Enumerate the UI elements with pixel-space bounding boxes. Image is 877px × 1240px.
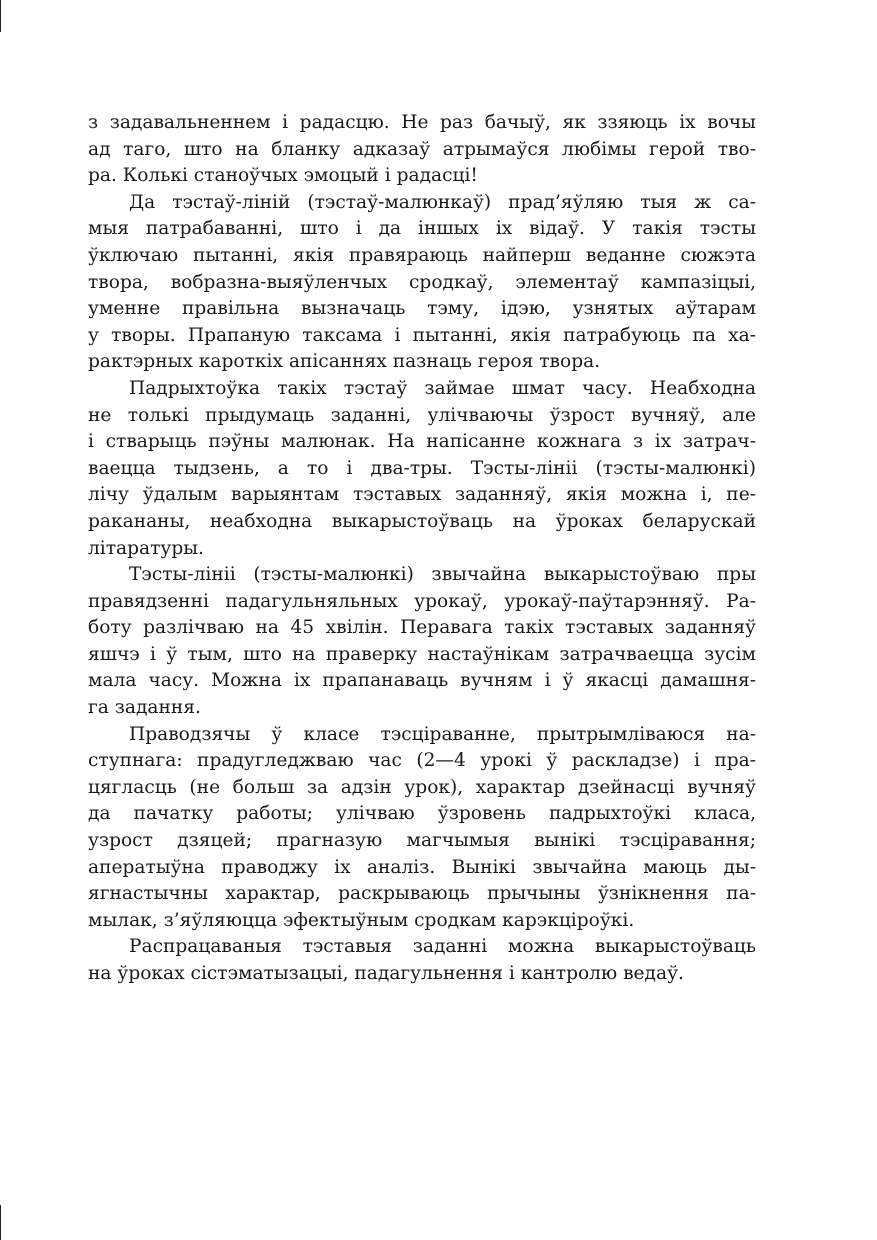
text-line: Тэсты-лініі (тэсты-малюнкі) звычайна выкарыстоўваю пры bbox=[129, 564, 756, 586]
text-line: цягласць (не больш за адзін урок), характар дзейнасці вучняў bbox=[88, 776, 756, 798]
text-line: Распрацаваныя тэставыя заданні можна выкарыстоўваць bbox=[129, 936, 756, 958]
text-line: боту разлічваю на 45 хвілін. Перавага такіх тэставых заданняў bbox=[88, 617, 756, 639]
text-line: не толькі прыдумаць заданні, улічваючы ўзрост вучняў, але bbox=[88, 404, 756, 426]
text-line: ракананы, неабходна выкарыстоўваць на ўроках беларускай bbox=[88, 510, 756, 532]
text-line: аператыўна праводжу іх аналіз. Вынікі звычайна маюць ды- bbox=[88, 856, 756, 878]
text-line: рактэрных кароткіх апісаннях пазнаць героя твора. bbox=[88, 351, 601, 373]
page-edge-mark-bottom bbox=[0, 1205, 1, 1240]
text-line: у творы. Прапаную таксама і пытанні, якія патрабуюць па ха- bbox=[88, 324, 756, 346]
page-edge-mark-top bbox=[0, 0, 1, 32]
text-line: уменне правільна вызначаць тэму, ідэю, узнятых аўтарам bbox=[88, 298, 756, 320]
text-line: ўключаю пытанні, якія правяраюць найперш веданне сюжэта bbox=[88, 244, 756, 266]
text-line: з задавальненнем і радасцю. Не раз бачыў, як ззяюць іх вочы bbox=[88, 112, 756, 133]
text-line: літаратуры. bbox=[88, 537, 204, 559]
text-line: на ўроках сістэматызацыі, падагульнення і кантролю ведаў. bbox=[88, 963, 684, 984]
text-line: Праводзячы ў класе тэсціраванне, прытрымліваюся на- bbox=[129, 723, 756, 745]
text-line: ра. Колькі станоўчых эмоцый і радасці! bbox=[88, 165, 478, 187]
text-line: ягнастычны характар, раскрываюць прычыны ўзнікнення па- bbox=[88, 883, 756, 905]
text-line: узрост дзяцей; прагназую магчымыя вынікі тэсціравання; bbox=[88, 830, 756, 852]
document-page bbox=[88, 110, 756, 988]
text-line: ваецца тыдзень, а то і два-тры. Тэсты-лініі (тэсты-малюнкі) bbox=[88, 457, 756, 479]
text-line: яшчэ і ў тым, што на праверку настаўнікам затрачваецца зусім bbox=[88, 643, 756, 665]
text-line: да пачатку работы; улічваю ўзровень падрыхтоўкі класа, bbox=[88, 803, 756, 825]
text-line: мылак, з’яўляюцца эфектыўным сродкам карэкціроўкі. bbox=[88, 909, 635, 931]
text-line: і стварыць пэўны малюнак. На напісанне кожнага з іх затрач- bbox=[88, 431, 756, 453]
text-line: Да тэстаў-ліній (тэстаў-малюнкаў) прад’яўляю тыя ж са- bbox=[129, 191, 756, 213]
text-line: правядзенні падагульняльных урокаў, урокаў-паўтарэнняў. Ра- bbox=[88, 590, 756, 612]
text-line: твора, вобразна-выяўленчых сродкаў, элементаў кампазіцыі, bbox=[88, 271, 756, 293]
text-line: лічу ўдалым варыянтам тэставых заданняў, якія можна і, пе- bbox=[88, 484, 756, 506]
text-line: га задання. bbox=[88, 697, 201, 719]
text-line: мала часу. Можна іх прапанаваць вучням і ў якасці дамашня- bbox=[88, 670, 756, 692]
text-line: мыя патрабаванні, што і да іншых іх відаў. У такія тэсты bbox=[88, 218, 756, 240]
text-line: Падрыхтоўка такіх тэстаў займае шмат часу. Неабходна bbox=[129, 377, 756, 399]
text-line: ступнага: прадугледжваю час (2—4 урокі ў раскладзе) і пра- bbox=[88, 750, 756, 772]
text-line: ад таго, што на бланку адказаў атрымаўся любімы герой тво- bbox=[88, 138, 756, 160]
